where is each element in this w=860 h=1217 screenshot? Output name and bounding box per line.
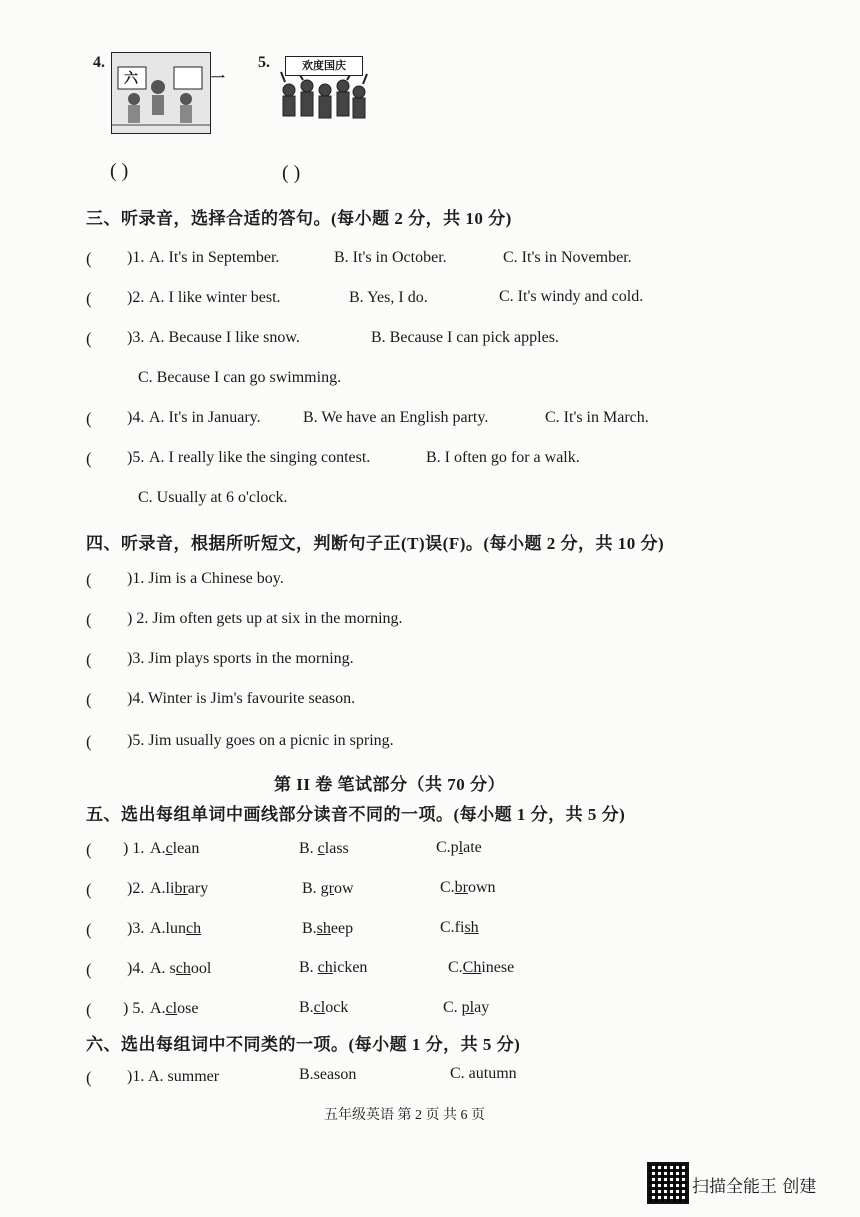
statement: )5. Jim usually goes on a picnic in spring. xyxy=(127,732,394,749)
answer-paren[interactable]: ( xyxy=(86,920,92,939)
option-b: B. chicken xyxy=(299,959,368,976)
qr-code-icon xyxy=(647,1162,689,1204)
option-a: A. Because I like snow. xyxy=(149,329,300,346)
option-c: C.Chinese xyxy=(448,959,515,976)
question-number: )4. xyxy=(127,409,145,426)
option-a: A. It's in January. xyxy=(149,409,261,426)
picture-4-answer-paren[interactable]: ( ) xyxy=(110,160,129,182)
question-number: )3. xyxy=(127,329,145,346)
section-4-title: 四、听录音，根据所听短文，判断句子正(T)误(F)。(每小题 2 分，共 10 分) xyxy=(86,534,665,553)
option-c: C.brown xyxy=(440,879,496,896)
option-b: B.clock xyxy=(299,999,349,1016)
section-3-title: 三、听录音，选择合适的答句。(每小题 2 分，共 10 分) xyxy=(86,209,512,228)
option-b: B. grow xyxy=(302,880,354,897)
children-day-illustration xyxy=(112,53,210,133)
question-number: ) 1. xyxy=(123,840,145,857)
answer-paren[interactable]: ( xyxy=(86,880,92,899)
answer-paren[interactable]: ( xyxy=(86,650,92,669)
answer-paren[interactable]: ( xyxy=(86,840,92,859)
question-number: )5. xyxy=(127,449,145,466)
question-number: )2. xyxy=(127,880,145,897)
answer-paren[interactable]: ( xyxy=(86,289,92,308)
section-5-title: 五、选出每组单词中画线部分读音不同的一项。(每小题 1 分，共 5 分) xyxy=(86,805,626,824)
answer-paren[interactable]: ( xyxy=(86,449,92,468)
question-number: )1. xyxy=(127,1068,145,1085)
picture-5-answer-paren[interactable]: ( ) xyxy=(282,162,301,184)
question-number: )4. xyxy=(127,960,145,977)
answer-paren[interactable]: ( xyxy=(86,249,92,268)
option-c: C.plate xyxy=(436,839,482,856)
answer-paren[interactable]: ( xyxy=(86,732,92,751)
option-c: C.fish xyxy=(440,919,479,936)
option-a: A.close xyxy=(150,1000,199,1017)
statement: ) 2. Jim often gets up at six in the morning. xyxy=(127,610,403,627)
option-a: A.clean xyxy=(150,840,200,857)
option-a: A. I like winter best. xyxy=(149,289,281,306)
scanner-brand-label: 扫描全能王 创建 xyxy=(692,1177,817,1197)
option-b: B. I often go for a walk. xyxy=(426,449,580,466)
option-c: C. autumn xyxy=(450,1065,517,1082)
option-c: C. Because I can go swimming. xyxy=(138,369,342,386)
statement: )4. Winter is Jim's favourite season. xyxy=(127,690,356,707)
section-6-title: 六、选出每组词中不同类的一项。(每小题 1 分，共 5 分) xyxy=(86,1035,521,1054)
question-number: ) 5. xyxy=(123,1000,145,1017)
picture-4-number: 4. xyxy=(93,54,105,71)
option-b: B. class xyxy=(299,840,349,857)
option-c: C. It's in November. xyxy=(503,249,632,266)
part-2-title: 第 II 卷 笔试部分（共 70 分） xyxy=(274,775,505,794)
statement: )3. Jim plays sports in the morning. xyxy=(127,650,354,667)
answer-paren[interactable]: ( xyxy=(86,610,92,629)
answer-paren[interactable]: ( xyxy=(86,329,92,348)
picture-4-banner: 六 一 xyxy=(124,71,259,87)
question-number: )3. xyxy=(127,920,145,937)
option-b: B. We have an English party. xyxy=(303,409,489,426)
picture-4-children-day xyxy=(111,52,259,134)
option-b: B.season xyxy=(299,1066,357,1083)
answer-paren[interactable]: ( xyxy=(86,1000,92,1019)
answer-paren[interactable]: ( xyxy=(86,1068,92,1087)
option-a: A.library xyxy=(150,880,209,897)
option-c: C. play xyxy=(443,999,490,1016)
option-b: B. Yes, I do. xyxy=(349,289,428,306)
option-a: A.lunch xyxy=(150,920,202,937)
picture-5-banner: 欢度国庆 xyxy=(285,56,363,76)
option-c: C. It's windy and cold. xyxy=(499,288,644,305)
option-b: B. It's in October. xyxy=(334,249,447,266)
option-a: A. I really like the singing contest. xyxy=(149,449,371,466)
question-number: )2. xyxy=(127,289,145,306)
question-number: )1. xyxy=(127,249,145,266)
option-a: A. summer xyxy=(148,1068,220,1085)
answer-paren[interactable]: ( xyxy=(86,960,92,979)
option-b: B.sheep xyxy=(302,920,354,937)
page-footer: 五年级英语 第 2 页 共 6 页 xyxy=(324,1108,485,1123)
option-c: C. It's in March. xyxy=(545,409,649,426)
option-b: B. Because I can pick apples. xyxy=(371,329,559,346)
answer-paren[interactable]: ( xyxy=(86,570,92,589)
option-c: C. Usually at 6 o'clock. xyxy=(138,489,288,506)
option-a: A. school xyxy=(150,960,212,977)
answer-paren[interactable]: ( xyxy=(86,409,92,428)
statement: )1. Jim is a Chinese boy. xyxy=(127,570,284,587)
picture-5-number: 5. xyxy=(258,54,270,71)
option-a: A. It's in September. xyxy=(149,249,280,266)
picture-5-national-day xyxy=(277,52,369,134)
answer-paren[interactable]: ( xyxy=(86,690,92,709)
